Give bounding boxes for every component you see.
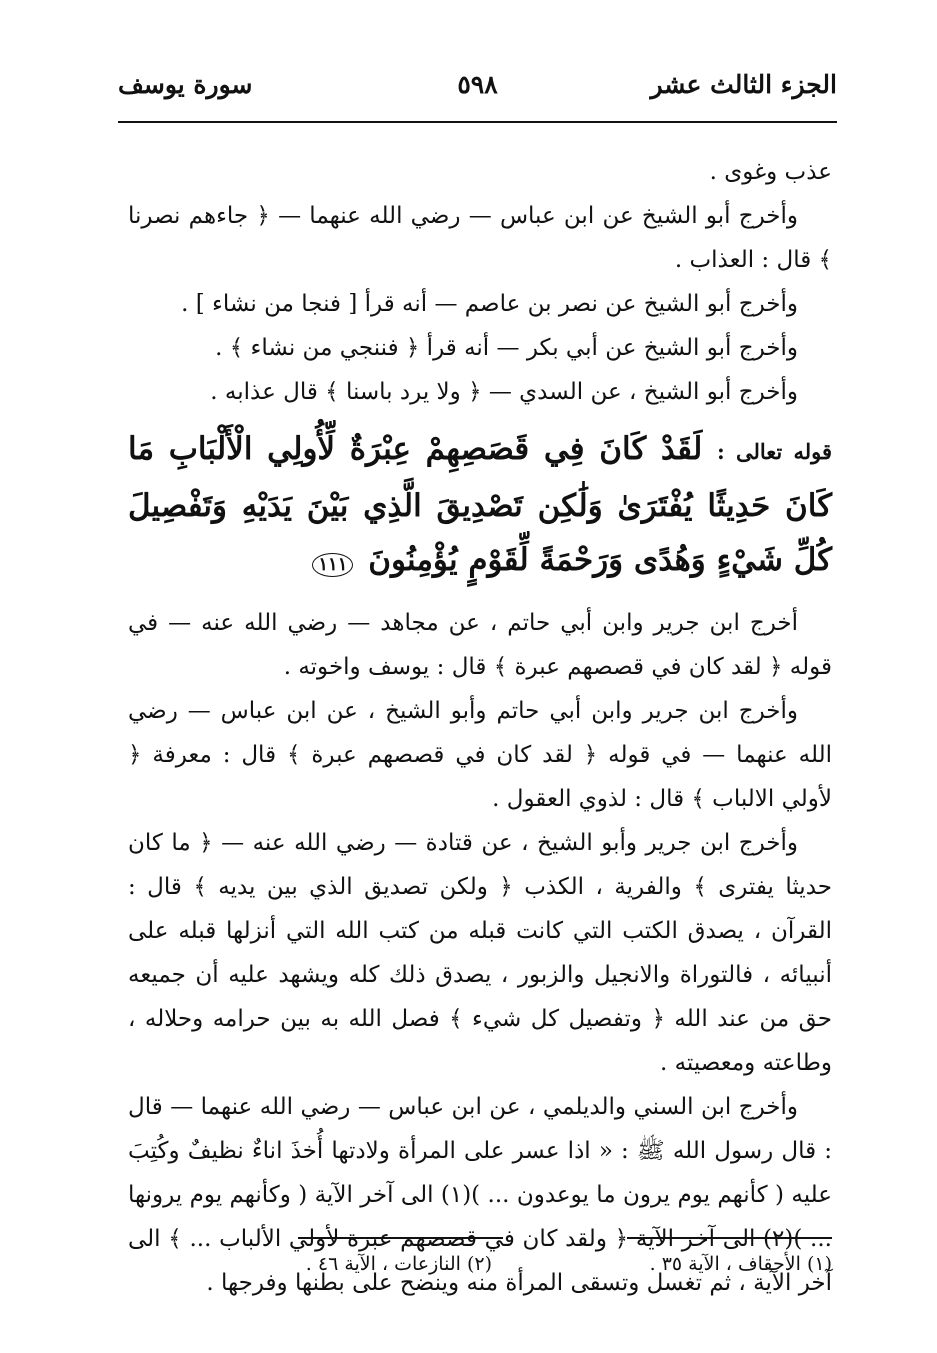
main-text	[128, 150, 832, 1305]
paragraph: عذب وغوى .	[709, 159, 832, 185]
quran-verse-block	[128, 422, 832, 587]
footnote-2: (٢) النازعات ، الآية ٤٦ .	[305, 1253, 492, 1275]
verse-intro: قوله تعالى :	[717, 439, 832, 464]
paragraph: وأخرج أبو الشيخ عن ابن عباس — رضي الله عنهما — ﴿ جاءهم نصرنا ﴾ قال : العذاب .	[128, 203, 832, 273]
quran-verse	[128, 422, 832, 587]
paragraph: وأخرج ابن السني والديلمي ، عن ابن عباس — رضي الله عنهما — قال : قال رسول الله ﷺ : « اذا عسر على المرأة ولادتها أُخذَ اناءٌ نظيفٌ وكُتِبَ عليه ( كأنهم يوم يرون ما يوعدون ... )(١) الى آخر الآية ( وكأنهم يوم يرونها ... )(٢) الى آخر الآية ﴿ ولقد كان في قصصهم عبرة لأولي الألباب ... ﴾ الى آخر الآية ، ثم تغسل وتسقى المرأة منه وينضح على بطنها وفرجها .	[128, 1094, 832, 1296]
verse-text: لَقَدْ كَانَ فِي قَصَصِهِمْ عِبْرَةٌ لِّأُولِي الْأَلْبَابِ مَا كَانَ حَدِيثًا يُفْتَرَىٰ وَلَٰكِن تَصْدِيقَ الَّذِي بَيْنَ يَدَيْهِ وَتَفْصِيلَ كُلِّ شَيْءٍ وَهُدًى وَرَحْمَةً لِّقَوْمٍ يُؤْمِنُونَ	[128, 431, 832, 578]
surah-title: سورة يوسف	[118, 70, 253, 99]
paragraph: وأخرج أبو الشيخ عن أبي بكر — أنه قرأ ﴿ فننجي من نشاء ﴾ .	[215, 335, 798, 361]
paragraph: وأخرج ابن جرير وأبو الشيخ ، عن قتادة — رضي الله عنه — ﴿ ما كان حديثا يفترى ﴾ والفرية ، الكذب ﴿ ولكن تصديق الذي بين يديه ﴾ قال : القرآن ، يصدق الكتب التي كانت قبله من كتب الله التي أنزلها قبله على أنبيائه ، فالتوراة والانجيل والزبور ، يصدق ذلك كله ويشهد عليه أن جميعه حق من عند الله ﴿ وتفصيل كل شيء ﴾ فصل الله به بين حرامه وحلاله ، وطاعته ومعصيته .	[128, 830, 832, 1076]
paragraph: وأخرج أبو الشيخ ، عن السدي — ﴿ ولا يرد باسنا ﴾ قال عذابه .	[210, 379, 798, 405]
ayah-number-marker: ١١١	[312, 553, 353, 577]
header-divider	[118, 121, 837, 123]
page-number: ٥٩٨	[457, 70, 498, 99]
part-title: الجزء الثالث عشر	[650, 70, 837, 99]
paragraph: وأخرج أبو الشيخ عن نصر بن عاصم — أنه قرأ [ فنجا من نشاء ] .	[181, 291, 798, 317]
paragraph: أخرج ابن جرير وابن أبي حاتم ، عن مجاهد — رضي الله عنه — في قوله ﴿ لقد كان في قصصهم عبرة ﴾ قال : يوسف واخوته .	[128, 610, 832, 680]
page-header	[118, 70, 837, 110]
paragraph: وأخرج ابن جرير وابن أبي حاتم وأبو الشيخ ، عن ابن عباس — رضي الله عنهما — في قوله ﴿ لقد كان في قصصهم عبرة ﴾ قال : معرفة ﴿ لأولي الالباب ﴾ قال : لذوي العقول .	[128, 698, 832, 812]
footnote-divider	[627, 1237, 832, 1239]
footnotes	[138, 1253, 832, 1283]
footnote-divider	[298, 1237, 503, 1239]
footnote-dividers	[138, 1237, 832, 1241]
footnote-1: (١) الأحقاف ، الآية ٣٥ .	[649, 1253, 832, 1275]
